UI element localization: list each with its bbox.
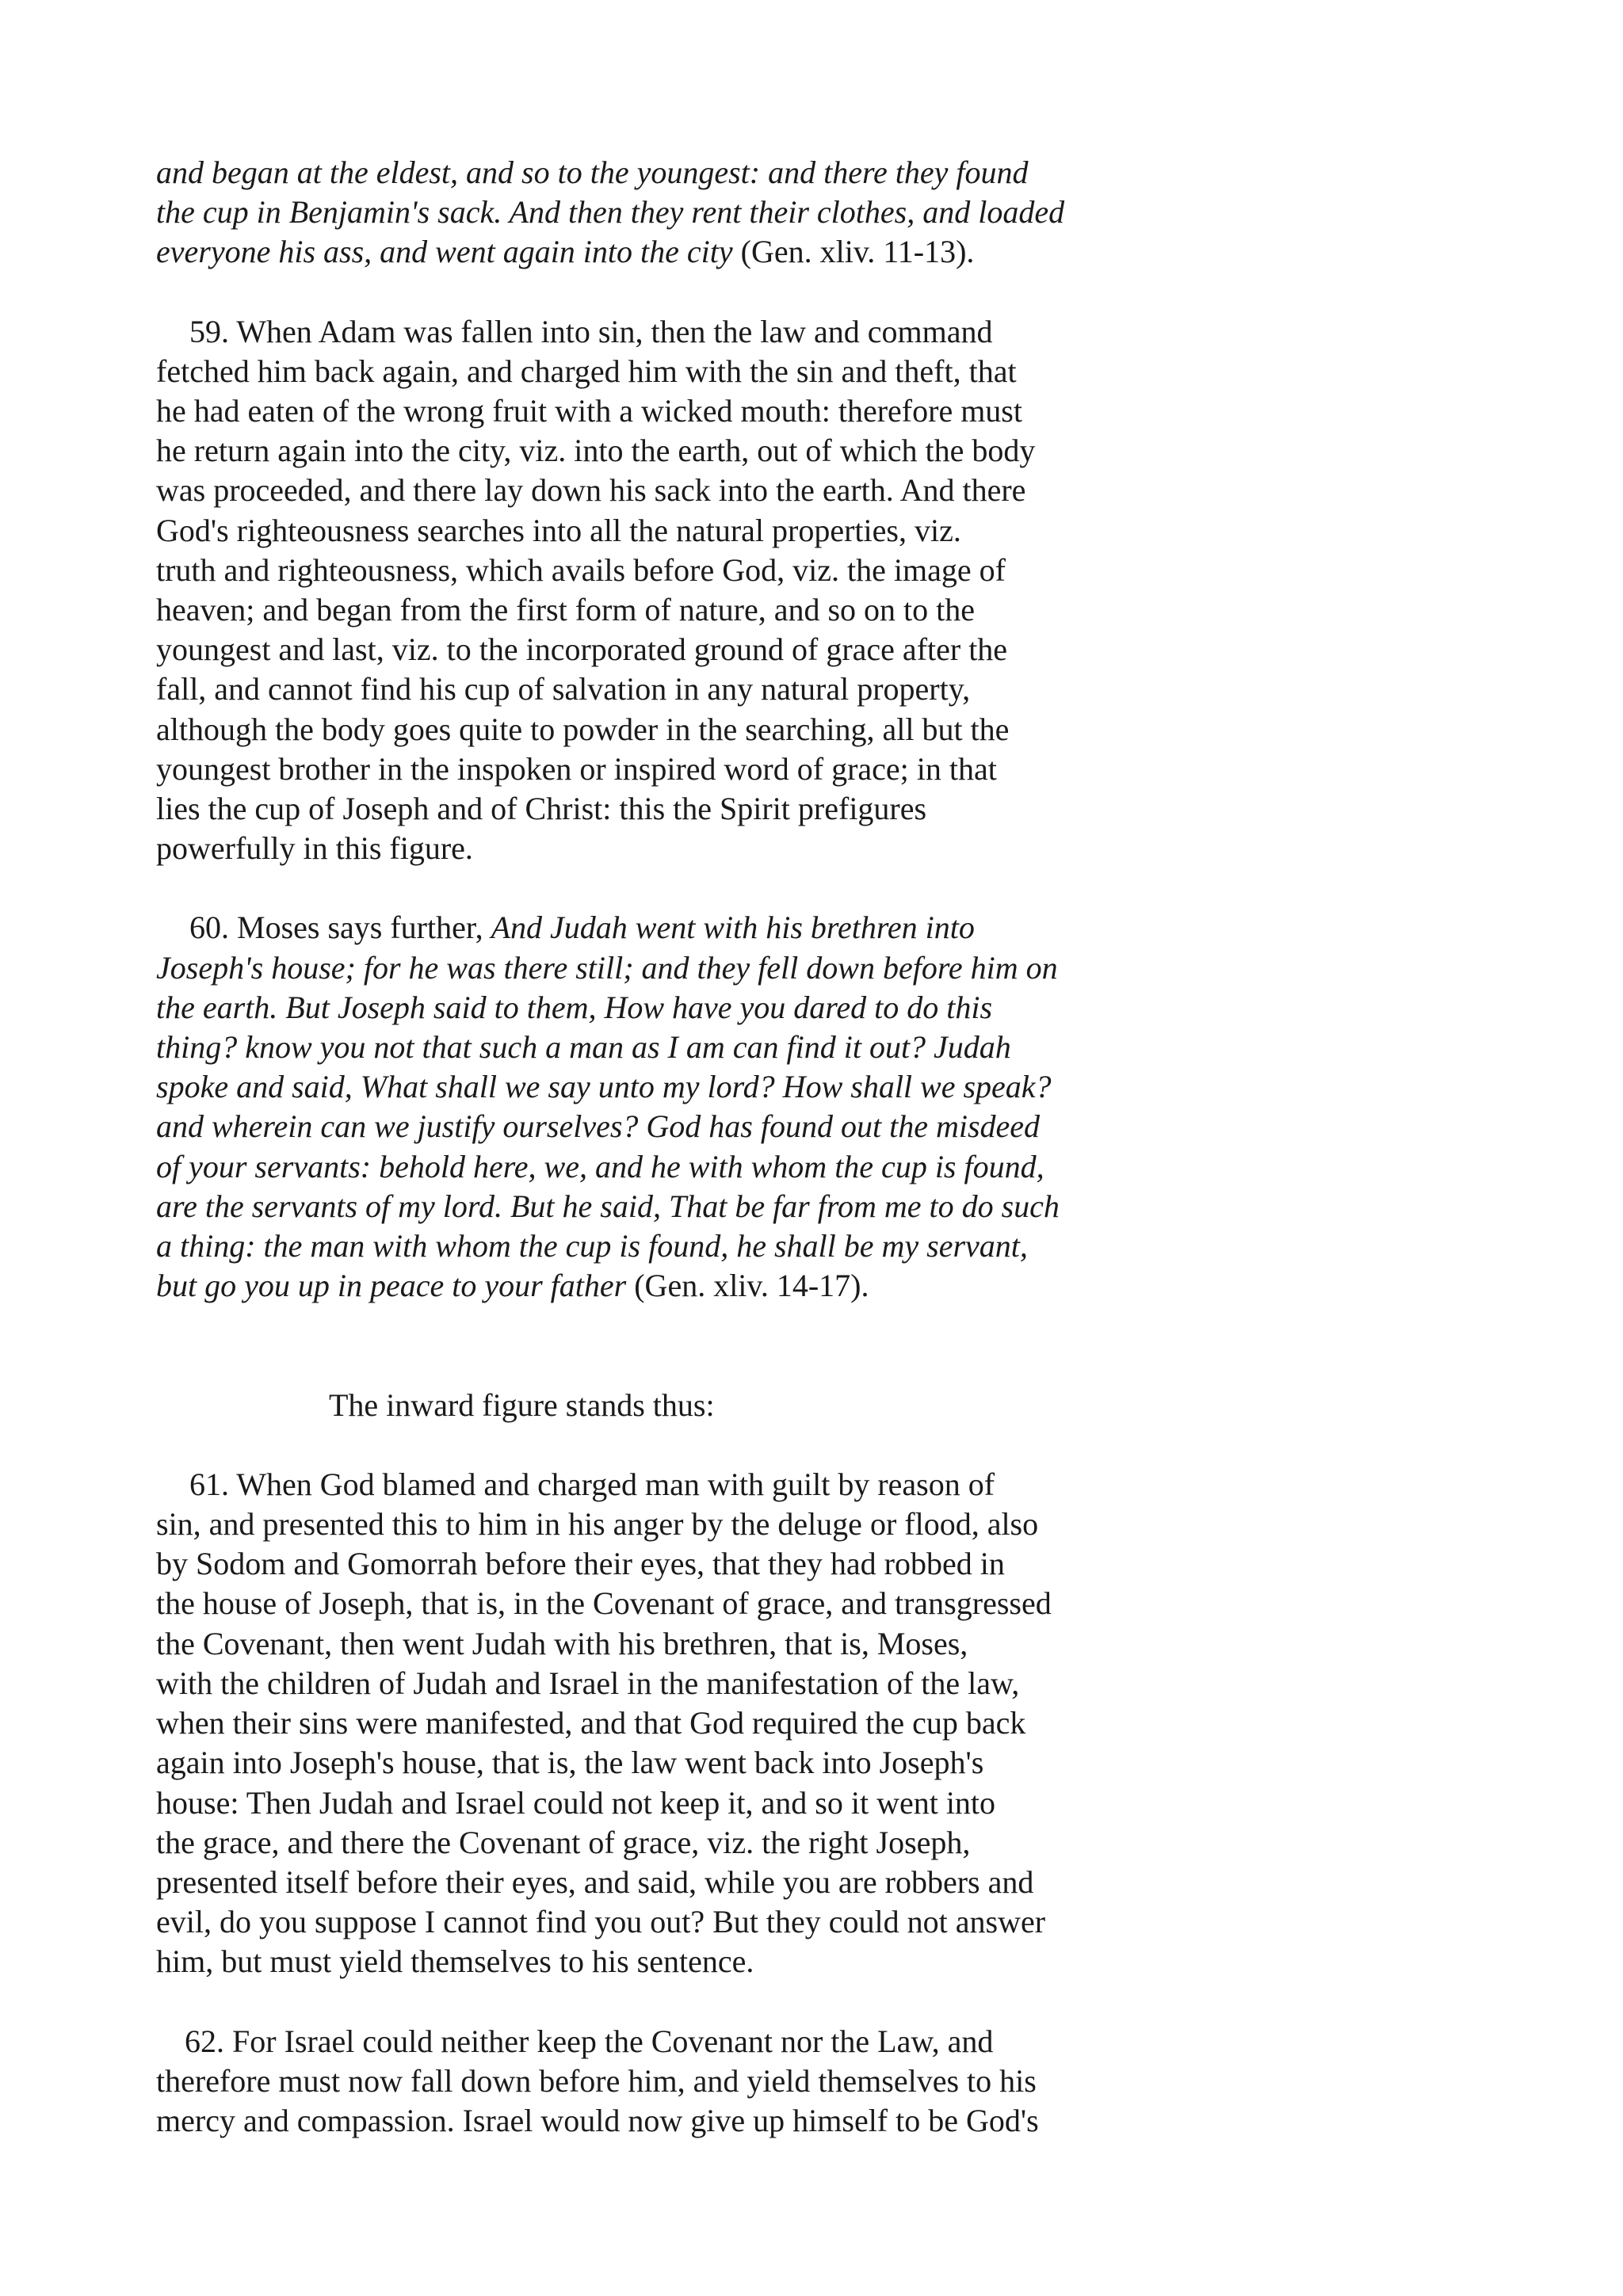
text-run: the grace, and there the Covenant of grace, viz. the right Joseph, <box>156 1824 971 1860</box>
text-line <box>156 153 1155 193</box>
text-run: spoke and said, What shall we say unto my lord? How shall we speak? <box>156 1069 1052 1105</box>
text-line <box>156 471 1155 510</box>
text-line <box>156 2101 1155 2141</box>
text-line <box>156 1107 1155 1146</box>
text-run: again into Joseph's house, that is, the law went back into Joseph's <box>156 1745 984 1781</box>
text-line <box>156 391 1155 431</box>
text-run: (Gen. xliv. 14-17). <box>626 1268 869 1304</box>
paragraph-61 <box>156 1465 1155 1982</box>
text-line <box>156 948 1155 988</box>
paragraph-60 <box>156 908 1155 1306</box>
text-run: Joseph's house; for he was there still; and they fell down before him on <box>156 949 1058 986</box>
text-line <box>156 193 1155 232</box>
text-run: 62. For Israel could neither keep the Covenant nor the Law, and <box>185 2023 994 2059</box>
text-run: by Sodom and Gomorrah before their eyes, that they had robbed in <box>156 1546 1005 1582</box>
text-run: truth and righteousness, which avails before God, viz. the image of <box>156 551 1006 588</box>
text-line <box>156 1942 1155 1981</box>
text-run: house: Then Judah and Israel could not keep it, and so it went into <box>156 1784 996 1821</box>
text-run: thing? know you not that such a man as I am can find it out? Judah <box>156 1029 1011 1066</box>
text-line <box>156 1465 1155 1505</box>
text-run: God's righteousness searches into all the natural properties, viz. <box>156 512 961 548</box>
text-run: heaven; and began from the first form of nature, and so on to the <box>156 592 976 628</box>
text-line <box>156 1743 1155 1783</box>
text-run: when their sins were manifested, and that God required the cup back <box>156 1705 1026 1741</box>
text-line <box>156 1624 1155 1664</box>
text-line <box>156 1067 1155 1107</box>
text-run: youngest brother in the inspoken or inspired word of grace; in that <box>156 750 997 787</box>
text-run: 61. When God blamed and charged man with guilt by reason of <box>189 1466 995 1502</box>
blank-spacer <box>156 1345 1155 1385</box>
text-line <box>156 1823 1155 1863</box>
text-run: The inward figure stands thus: <box>329 1386 715 1423</box>
text-line <box>156 1544 1155 1584</box>
text-run: everyone his ass, and went again into the city <box>156 234 733 270</box>
text-line <box>156 232 1155 272</box>
text-line <box>156 988 1155 1028</box>
text-line <box>156 1664 1155 1703</box>
text-run: him, but must yield themselves to his sentence. <box>156 1943 754 1980</box>
text-line <box>156 710 1155 749</box>
text-line <box>156 1703 1155 1743</box>
text-line <box>156 2061 1155 2101</box>
text-line <box>156 1505 1155 1544</box>
text-run: evil, do you suppose I cannot find you out? But they could not answer <box>156 1904 1046 1940</box>
text-line <box>156 749 1155 789</box>
text-line <box>156 352 1155 391</box>
text-run: with the children of Judah and Israel in the manifestation of the law, <box>156 1665 1020 1701</box>
text-run: fall, and cannot find his cup of salvation in any natural property, <box>156 671 971 707</box>
text-run: sin, and presented this to him in his anger by the deluge or flood, also <box>156 1506 1039 1543</box>
text-run: the earth. But Joseph said to them, How have you dared to do this <box>156 989 993 1025</box>
text-run: of your servants: behold here, we, and he with whom the cup is found, <box>156 1148 1044 1184</box>
text-run: are the servants of my lord. But he said, That be far from me to do such <box>156 1188 1060 1224</box>
page-text <box>156 153 1155 2141</box>
text-line <box>156 789 1155 829</box>
text-line <box>156 511 1155 551</box>
section-heading <box>156 1386 1155 1425</box>
text-line <box>156 1266 1155 1306</box>
text-run: the Covenant, then went Judah with his brethren, that is, Moses, <box>156 1625 968 1661</box>
text-run: 60. Moses says further, <box>189 910 491 946</box>
text-line <box>156 1902 1155 1942</box>
text-line <box>156 551 1155 590</box>
text-line <box>156 1226 1155 1266</box>
text-line <box>156 1863 1155 1902</box>
text-run: was proceeded, and there lay down his sack into the earth. And there <box>156 472 1026 509</box>
text-line <box>156 908 1155 948</box>
text-run: the cup in Benjamin's sack. And then they rent their clothes, and loaded <box>156 194 1065 231</box>
paragraph-62 <box>156 2022 1155 2142</box>
text-line <box>156 1028 1155 1067</box>
text-line <box>156 1783 1155 1823</box>
text-run: and began at the eldest, and so to the youngest: and there they found <box>156 154 1029 190</box>
text-run: presented itself before their eyes, and said, while you are robbers and <box>156 1863 1034 1900</box>
text-run: and wherein can we justify ourselves? God has found out the misdeed <box>156 1108 1041 1145</box>
text-run: 59. When Adam was fallen into sin, then the law and command <box>189 313 993 349</box>
text-line <box>156 1187 1155 1226</box>
text-line <box>156 431 1155 471</box>
text-run: he return again into the city, viz. into the earth, out of which the body <box>156 433 1036 469</box>
text-line <box>156 2022 1155 2061</box>
text-line <box>156 829 1155 868</box>
text-run: the house of Joseph, that is, in the Covenant of grace, and transgressed <box>156 1585 1052 1622</box>
text-run: he had eaten of the wrong fruit with a wicked mouth: therefore must <box>156 393 1022 429</box>
text-run: fetched him back again, and charged him with the sin and theft, that <box>156 353 1017 389</box>
text-run: but go you up in peace to your father <box>156 1268 627 1304</box>
text-line <box>156 1584 1155 1623</box>
text-line <box>156 630 1155 669</box>
text-line <box>156 312 1155 352</box>
paragraph-59 <box>156 312 1155 869</box>
text-run: although the body goes quite to powder in the searching, all but the <box>156 711 1010 747</box>
text-line <box>156 590 1155 630</box>
text-line <box>156 669 1155 709</box>
text-run: youngest and last, viz. to the incorporated ground of grace after the <box>156 631 1008 668</box>
text-line <box>156 1147 1155 1187</box>
text-run: (Gen. xliv. 11-13). <box>732 234 975 270</box>
text-run: powerfully in this figure. <box>156 830 473 867</box>
text-run: mercy and compassion. Israel would now give up himself to be God's <box>156 2102 1039 2138</box>
text-run: a thing: the man with whom the cup is found, he shall be my servant, <box>156 1228 1028 1264</box>
paragraph-58-end <box>156 153 1155 273</box>
text-run: therefore must now fall down before him, and yield themselves to his <box>156 2062 1037 2099</box>
text-run: And Judah went with his brethren into <box>491 910 975 946</box>
text-run: lies the cup of Joseph and of Christ: this the Spirit prefigures <box>156 791 927 827</box>
